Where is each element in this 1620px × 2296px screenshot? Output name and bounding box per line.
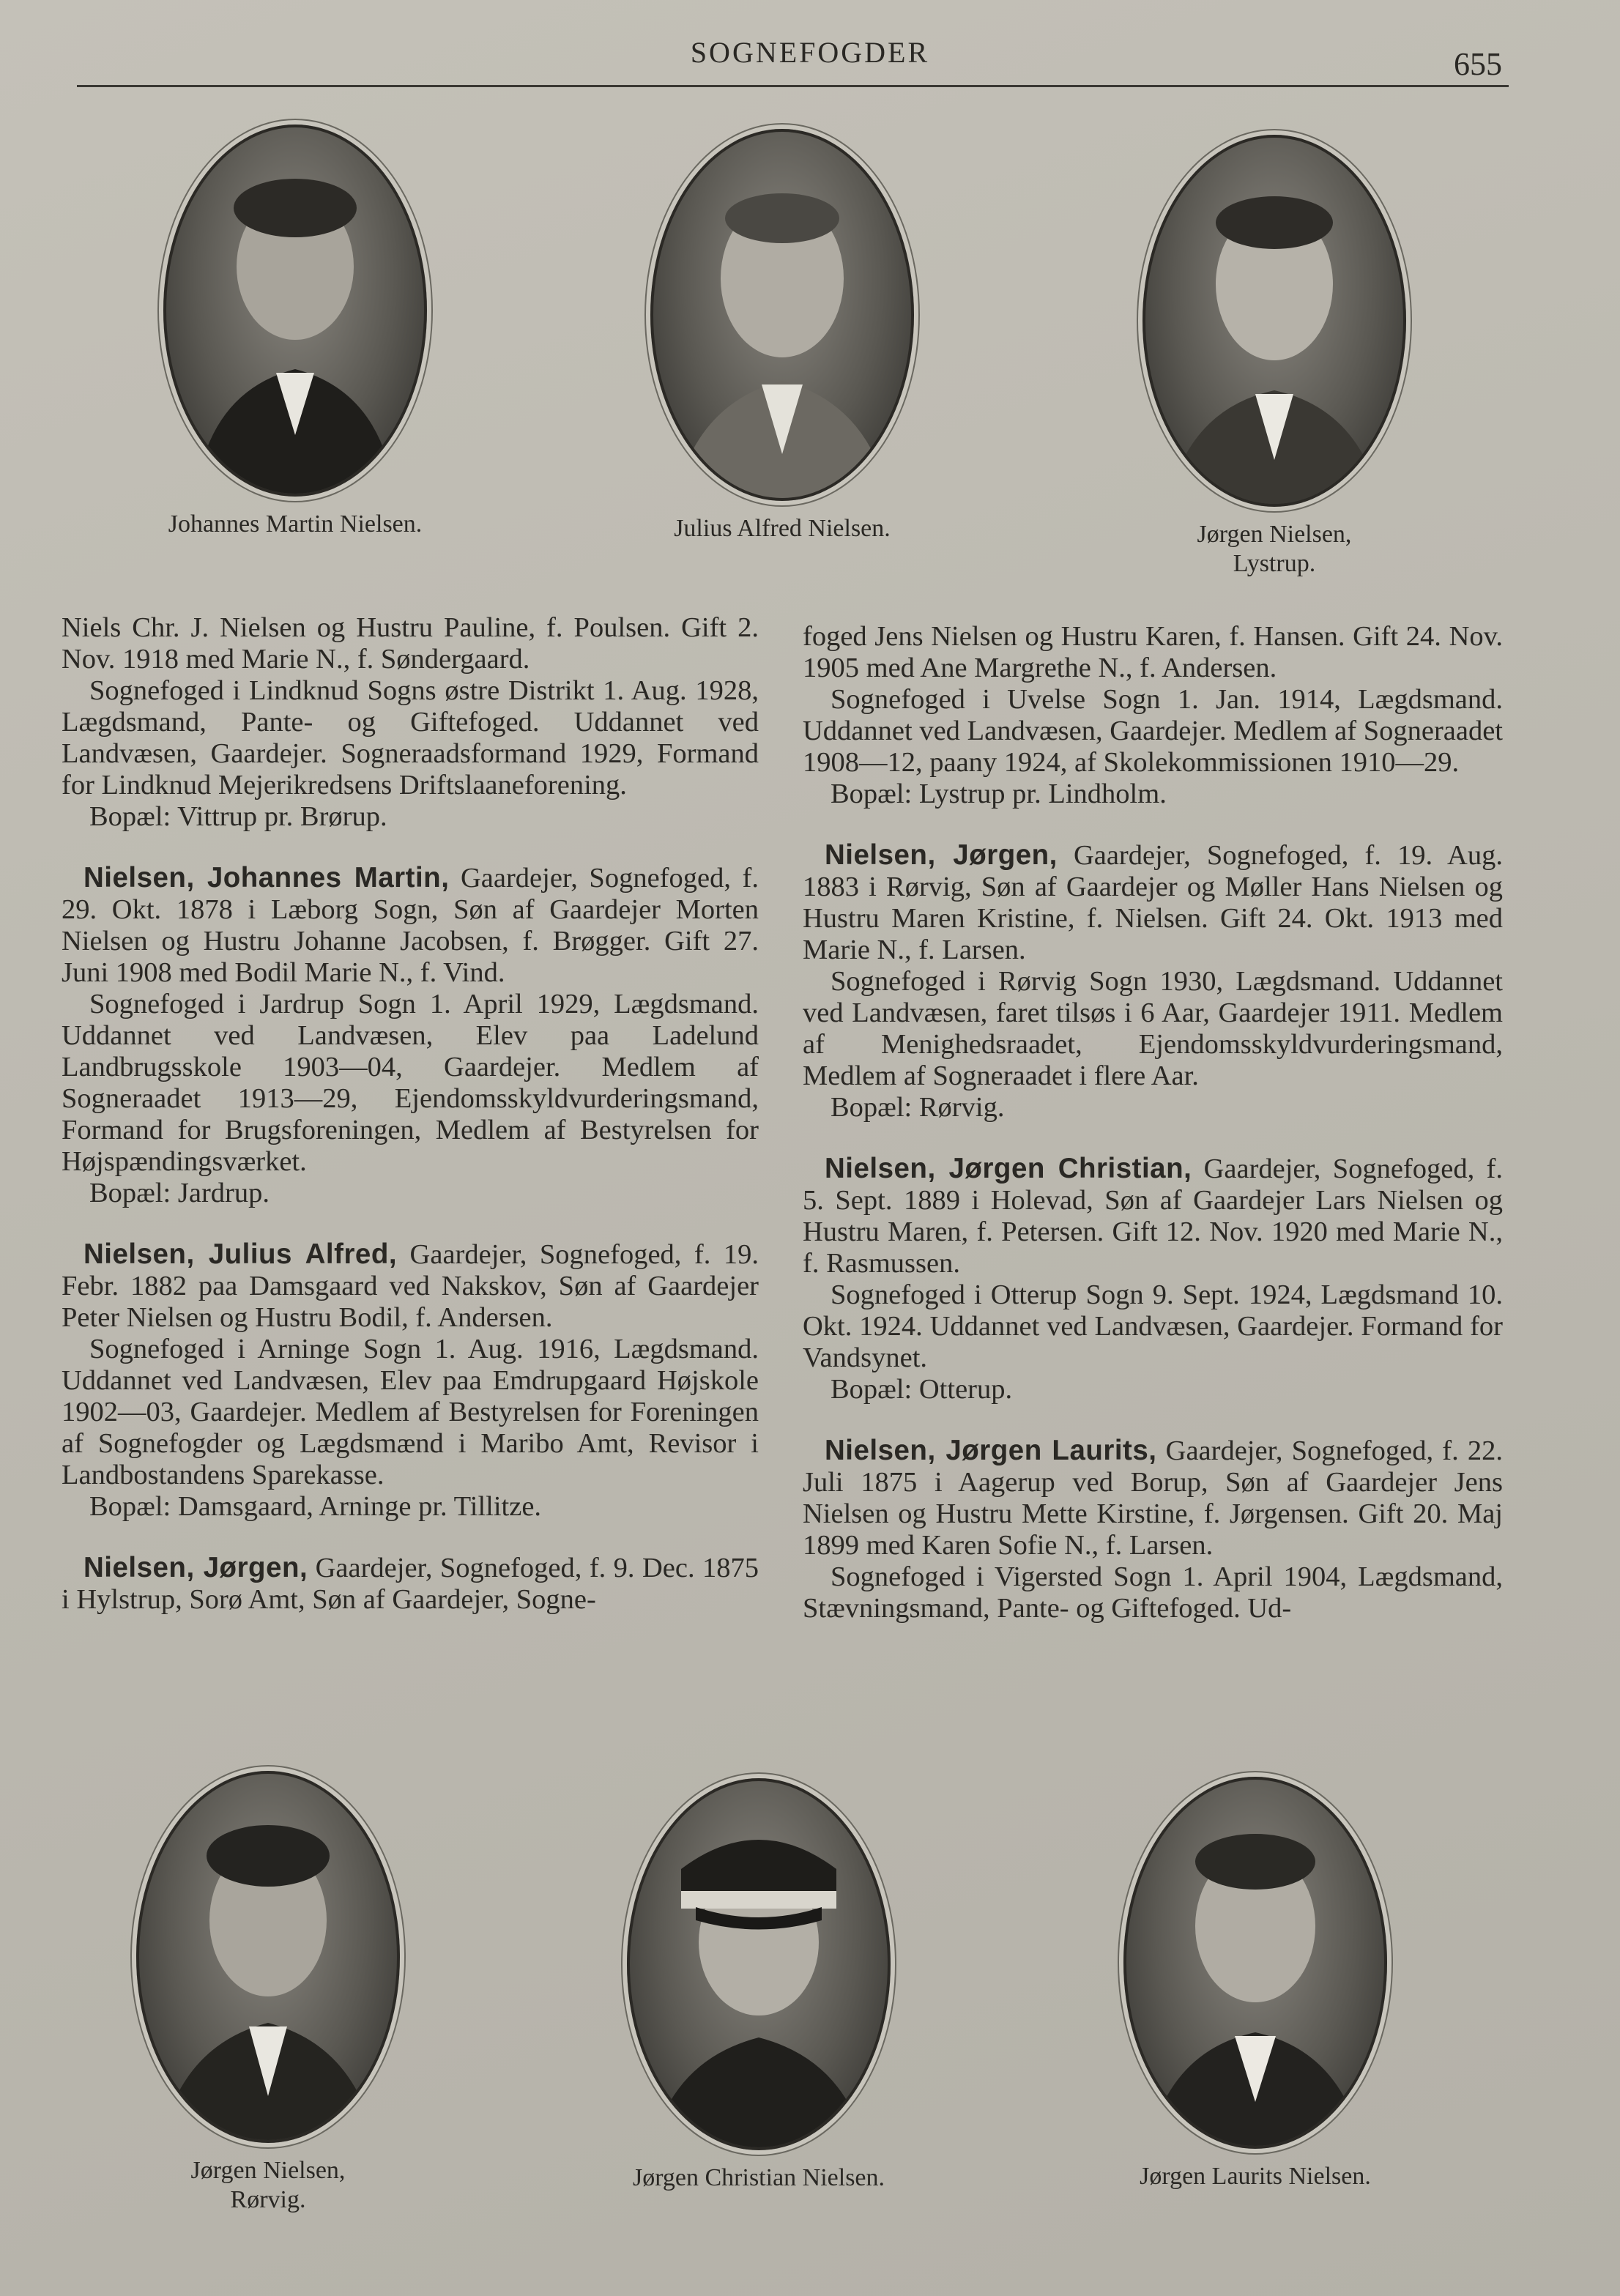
page-number: 655 [1454, 46, 1502, 82]
caption-line: Jørgen Nielsen, [190, 2157, 346, 2184]
caption-line: Jørgen Nielsen, [1197, 521, 1352, 548]
entry-nielsen-julius-alfred [62, 1238, 759, 1334]
paragraph: Bopæl: Otterup. [831, 1374, 1013, 1405]
entry-text: Gaardejer, Sognefoged, f. 22. Juli 1875 i Aagerup ved Borup, Søn af Gaardejer Jens Nielsen og Hustru Mette Kirstine, f. Jørgensen. Gift 20. Maj 1899 med Karen Sofie N., f. Larsen. [803, 1435, 1504, 1561]
entry-nielsen-johannes-martin [62, 862, 759, 989]
portrait-caption: Johannes Martin Nielsen. [168, 510, 423, 538]
entry-name: Nielsen, Johannes Martin, [83, 862, 450, 893]
paragraph: Bopæl: Damsgaard, Arninge pr. Tillitze. [89, 1491, 542, 1522]
left-column [62, 612, 759, 1616]
entry-text: Gaardejer, Sognefoged, f. 19. Aug. 1883 i Rørvig, Søn af Gaardejer og Møller Hans Nielsen og Hustru Maren Kristine, f. Nielsen. Gift 24. Okt. 1913 med Marie N., f. Larsen. [803, 840, 1503, 965]
running-head: SOGNEFOGDER [690, 36, 930, 69]
caption-line: Rørvig. [230, 2186, 306, 2213]
portrait-silhouette [653, 132, 911, 498]
right-column [803, 621, 1503, 1624]
entry-text: Gaardejer, Sognefoged, f. 5. Sept. 1889 i Holevad, Søn af Gaardejer Lars Nielsen og Hustru Maren, f. Petersen. Gift 12. Nov. 1920 med Marie N., f. Rasmussen. [803, 1153, 1503, 1279]
entry-name: Nielsen, Jørgen, [825, 839, 1058, 871]
entry-name: Nielsen, Julius Alfred, [83, 1238, 398, 1270]
portrait-silhouette [630, 1781, 888, 2147]
portrait-caption: Jørgen Laurits Nielsen. [1140, 2163, 1371, 2190]
portrait-silhouette [1126, 1780, 1384, 2146]
paragraph: Bopæl: Lystrup pr. Lindholm. [831, 779, 1167, 809]
portrait-caption: Julius Alfred Nielsen. [674, 515, 891, 542]
paragraph: foged Jens Nielsen og Hustru Karen, f. Hansen. Gift 24. Nov. 1905 med Ane Margrethe N., f. Andersen. [803, 621, 1503, 683]
entry-nielsen-jorgen-christian [803, 1153, 1503, 1279]
paragraph: Bopæl: Rørvig. [831, 1092, 1005, 1123]
paragraph: Sognefoged i Otterup Sogn 9. Sept. 1924, Lægdsmand 10. Okt. 1924. Uddannet ved Landvæsen, Gaardejer. Formand for Vandsynet. [803, 1279, 1503, 1373]
portrait-silhouette [1145, 138, 1403, 504]
entry-name: Nielsen, Jørgen Christian, [825, 1153, 1192, 1184]
entry-text: Gaardejer, Sognefoged, f. 29. Okt. 1878 i Læborg Sogn, Søn af Gaardejer Morten Nielsen og Hustru Johanne Jacobsen, f. Brøgger. Gift 27. Juni 1908 med Bodil Marie N., f. Vind. [62, 863, 759, 988]
caption-line: Lystrup. [1233, 550, 1316, 577]
portrait-julius-alfred-nielsen [643, 129, 921, 543]
portrait-photo [1123, 1777, 1387, 2149]
portrait-jorgen-nielsen-lystrup [1135, 135, 1413, 579]
entry-text: Gaardejer, Sognefoged, f. 19. Febr. 1882 paa Damsgaard ved Nakskov, Søn af Gaardejer Peter Nielsen og Hustru Bodil, f. Andersen. [62, 1239, 759, 1333]
portrait-silhouette [139, 1774, 397, 2140]
paragraph: Sognefoged i Uvelse Sogn 1. Jan. 1914, Lægdsmand. Uddannet ved Landvæsen, Gaardejer. Medlem af Sogneraadet 1908—12, paany 1924, af Skolekommissionen 1910—29. [803, 684, 1503, 778]
paragraph: Bopæl: Vittrup pr. Brørup. [89, 801, 387, 832]
header-rule [77, 85, 1509, 87]
entry-nielsen-jorgen-rorvig [803, 839, 1503, 966]
portrait-caption [1135, 520, 1413, 579]
portrait-johannes-martin-nielsen [156, 125, 434, 539]
paragraph: Niels Chr. J. Nielsen og Hustru Pauline, f. Poulsen. Gift 2. Nov. 1918 med Marie N., f. Søndergaard. [62, 612, 759, 675]
portrait-jorgen-laurits-nielsen [1116, 1777, 1394, 2191]
portrait-caption [129, 2156, 407, 2215]
paragraph: Sognefoged i Arninge Sogn 1. Aug. 1916, Lægdsmand. Uddannet ved Landvæsen, Elev paa Emdrupgaard Højskole 1902—03, Gaardejer. Medlem af Bestyrelsen for Foreningen af Sognefogder og Lægdsmænd i Maribo Amt, Revisor i Landbostandens Sparekasse. [62, 1334, 759, 1490]
paragraph: Sognefoged i Lindknud Sogns østre Distrikt 1. Aug. 1928, Lægdsmand, Pante- og Giftefoged. Uddannet ved Landvæsen, Gaardejer. Sogneraadsformand 1929, Formand for Lindknud Mejerikredsens Driftslaaneforening. [62, 675, 759, 800]
paragraph: Bopæl: Jardrup. [89, 1178, 270, 1208]
paragraph: Sognefoged i Jardrup Sogn 1. April 1929, Lægdsmand. Uddannet ved Landvæsen, Elev paa Ladelund Landbrugsskole 1903—04, Gaardejer. Medlem af Sogneraadet 1913—29, Ejendomsskyldvurderingsmand, Formand for Brugsforeningen, Medlem af Bestyrelsen for Højspændingsværket. [62, 989, 759, 1177]
portrait-jorgen-christian-nielsen [620, 1778, 898, 2193]
portrait-photo [650, 129, 914, 501]
portrait-photo [136, 1771, 400, 2143]
entry-nielsen-jorgen [62, 1552, 759, 1616]
portrait-silhouette [166, 127, 424, 494]
portrait-jorgen-nielsen-rorvig [129, 1771, 407, 2215]
portrait-photo [163, 125, 427, 497]
entry-name: Nielsen, Jørgen Laurits, [825, 1435, 1157, 1466]
portrait-photo [627, 1778, 891, 2150]
entry-text: Gaardejer, Sognefoged, f. 9. Dec. 1875 i Hylstrup, Sorø Amt, Søn af Gaardejer, Sogne- [62, 1553, 759, 1615]
paragraph: Sognefoged i Rørvig Sogn 1930, Lægdsmand. Uddannet ved Landvæsen, faret tilsøs i 6 Aar, Gaardejer 1911. Medlem af Menighedsraadet, Ejendomsskyldvurderingsmand, Medlem af Sogneraadet i flere Aar. [803, 966, 1503, 1091]
entry-name: Nielsen, Jørgen, [83, 1552, 308, 1583]
paragraph: Sognefoged i Vigersted Sogn 1. April 1904, Lægdsmand, Stævningsmand, Pante- og Giftefoged. Ud- [803, 1561, 1503, 1624]
entry-nielsen-jorgen-laurits [803, 1435, 1503, 1561]
portrait-photo [1142, 135, 1406, 507]
portrait-caption: Jørgen Christian Nielsen. [632, 2164, 885, 2191]
